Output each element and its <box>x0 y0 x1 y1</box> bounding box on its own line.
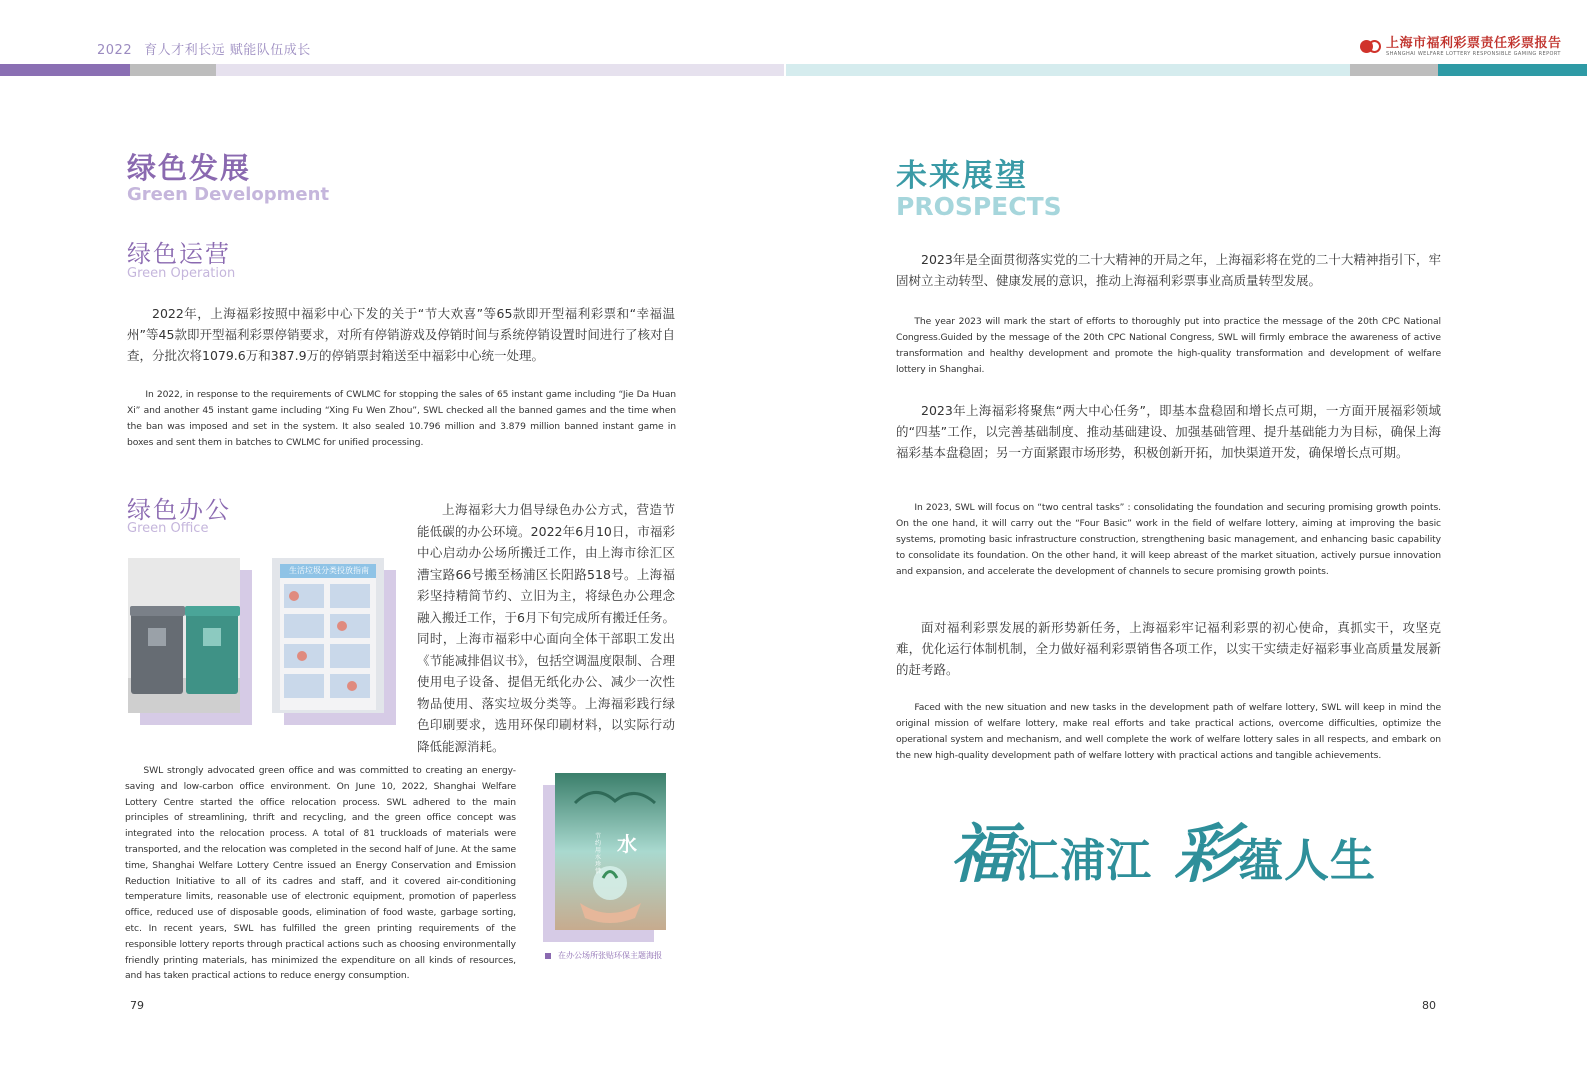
slogan-part1: 汇浦江 <box>1014 834 1153 887</box>
slogan-part2: 蕴人生 <box>1238 834 1377 887</box>
green-office-paragraph-en: SWL strongly advocated green office and was committed to creating an energy-saving and low-carbon office environment. On June 10, 2022, Shanghai Welfare Lottery Centre started the office relocation process. SWL adhered to the main principles of streamlining, thrift and recycling, and the green office concept was integrated into the relocation process. A total of 81 truckloads of materials were transported, and the relocation was completed in the second half of June. At the same time, Shanghai Welfare Lottery Centre issued an Energy Conservation and Emission Reduction Initiative to all of its cadres and staff, and it covered air-conditioning temperature limits, reasonable use of electronic equipment, promotion of paperless office, reduced use of disposable goods, elimination of food waste, garbage sorting, etc. In recent years, SWL has fulfilled the green printing requirements of the responsible lottery reports through practical actions such as choosing environmentally friendly printing materials, has minimized the expenditure on all kinds of resources, and has taken practical actions to reduce energy consumption. <box>125 765 516 982</box>
page-number-left: 79 <box>130 999 144 1012</box>
green-development-title-en: Green Development <box>127 184 330 205</box>
header-bar-teal <box>1438 64 1587 76</box>
prospects-paragraph3-en: Faced with the new situation and new tasks in the development path of welfare lottery, SWL will keep in mind the original mission of welfare lottery, make real efforts and take practical actions, overcome difficulties, optimize the operational system and mechanism, and well complete the work of welfare lottery sales in all respects, and embark on the new high-quality development path of welfare lottery with practical actions and tangible achievements. <box>896 702 1441 761</box>
prospects-paragraph3-cn: 面对福利彩票发展的新形势新任务，上海福彩牢记福利彩票的初心使命，真抓实干，攻坚克难，优化运行体制机制，全力做好福利彩票销售各项工作，以实干实绩走好福彩事业高质量发展新的赶考路。 <box>896 620 1441 677</box>
lottery-logo-icon <box>1360 36 1382 58</box>
logo-title-cn: 上海市福利彩票责任彩票报告 <box>1386 36 1562 51</box>
trash-bins-photo <box>128 558 240 713</box>
header-bar-purple <box>0 64 130 76</box>
prospects-title-cn: 未来展望 <box>896 158 1028 194</box>
header-section-name: 育人才利长远 赋能队伍成长 <box>144 43 311 58</box>
green-office-title-cn: 绿色办公 <box>127 496 231 524</box>
prospects-paragraph2-en: In 2023, SWL will focus on “two central tasks” : consolidating the foundation and securing promising growth points. On the one hand, it will carry out the “Four Basic” work in the field of welfare lottery, aiming at improving the basic systems, promoting basic infrastructure construction, strengthening basic management, and enhancing basic capability to consolidate its foundation. On the other hand, it will keep abreast of the market situation, actively pursue innovation and expansion, and accelerate the development of channels to secure promising growth points. <box>896 502 1441 577</box>
slogan <box>950 817 1377 892</box>
poster-water-glyph: 水 <box>617 832 637 856</box>
header-bar-aqua <box>786 64 1350 76</box>
header-bar-gray <box>130 64 216 76</box>
report-logo <box>1360 35 1562 59</box>
header-bar-gray-right <box>1350 64 1438 76</box>
logo-title-en: SHANGHAI WELFARE LOTTERY RESPONSIBLE GAMING REPORT <box>1386 51 1561 57</box>
green-office-title-en: Green Office <box>127 521 209 536</box>
garbage-sorting-guide-photo <box>272 558 384 713</box>
header-year: 2022 <box>97 43 133 58</box>
poster-caption-text: 在办公场所张贴环保主题海报 <box>558 951 662 960</box>
green-operation-title-en: Green Operation <box>127 266 236 281</box>
green-office-paragraph-cn: 上海福彩大力倡导绿色办公方式，营造节能低碳的办公环境。2022年6月10日，市福彩中心启动办公场所搬迁工作，由上海市徐汇区漕宝路66号搬至杨浦区长阳路518号。上海福彩坚持精简节约、立旧为主，将绿色办公理念融入搬迁工作，于6月下旬完成所有搬迁任务。同时，上海市福彩中心面向全体干部职工发出《节能减排倡议书》，包括空调温度限制、合理使用电子设备、提倡无纸化办公、减少一次性物品使用、落实垃圾分类等。上海福彩践行绿色印刷要求，选用环保印刷材料，以实际行动降低能源消耗。 <box>417 502 675 754</box>
caption-square-icon <box>545 953 551 959</box>
slogan-cai-glyph: 彩 <box>1174 817 1239 892</box>
green-operation-title-cn: 绿色运营 <box>127 240 231 268</box>
poster-caption <box>545 950 662 961</box>
slogan-fu-glyph: 福 <box>950 817 1014 892</box>
green-operation-paragraph-en: In 2022, in response to the requirements of CWLMC for stopping the sales of 65 instant game including “Jie Da Huan Xi” and another 45 instant game including “Xing Fu Wen Zhou”, SWL checked all the banned games and the time when the ban was imposed and set in the system. It also sealed 10.796 million and 3.879 million banned instant game in boxes and sent them in batches to CWLMC for unified processing. <box>127 389 676 448</box>
prospects-title-en: PROSPECTS <box>896 192 1062 221</box>
header-bar-lavender <box>216 64 784 76</box>
poster-title: 生活垃圾分类投放指南 <box>289 566 369 575</box>
header-section-title <box>97 39 323 58</box>
prospects-paragraph2-cn: 2023年上海福彩将聚焦“两大中心任务”，即基本盘稳固和增长点可期，一方面开展福彩领域的“四基”工作，以完善基础制度、推动基础建设、加强基础管理、提升基础能力为目标，确保上海福彩基本盘稳固；另一方面紧跟市场形势，积极创新开拓，加快渠道开发，确保增长点可期。 <box>896 403 1441 460</box>
prospects-paragraph1-cn: 2023年是全面贯彻落实党的二十大精神的开局之年，上海福彩将在党的二十大精神指引下，牢固树立主动转型、健康发展的意识，推动上海福利彩票事业高质量转型发展。 <box>896 252 1441 288</box>
environmental-poster-photo <box>555 773 666 930</box>
prospects-paragraph1-en: The year 2023 will mark the start of efforts to thoroughly put into practice the message of the 20th CPC National Congress.Guided by the message of the 20th CPC National Congress, SWL will firmly embrace the awareness of active transformation and healthy development and promote the high-quality transformation and development of welfare lottery in Shanghai. <box>896 316 1441 375</box>
poster-small-text: 节约用水 珍惜 <box>595 833 602 875</box>
green-operation-paragraph-cn: 2022年，上海福彩按照中福彩中心下发的关于“节大欢喜”等65款即开型福利彩票和“幸福温州”等45款即开型福利彩票停销要求，对所有停销游戏及停销时间与系统停销设置时间进行了核对自查，分批次将1079.6万和387.9万的停销票封箱送至中福彩中心统一处理。 <box>127 306 675 363</box>
green-development-title-cn: 绿色发展 <box>127 151 252 185</box>
page-number-right: 80 <box>1422 999 1436 1012</box>
